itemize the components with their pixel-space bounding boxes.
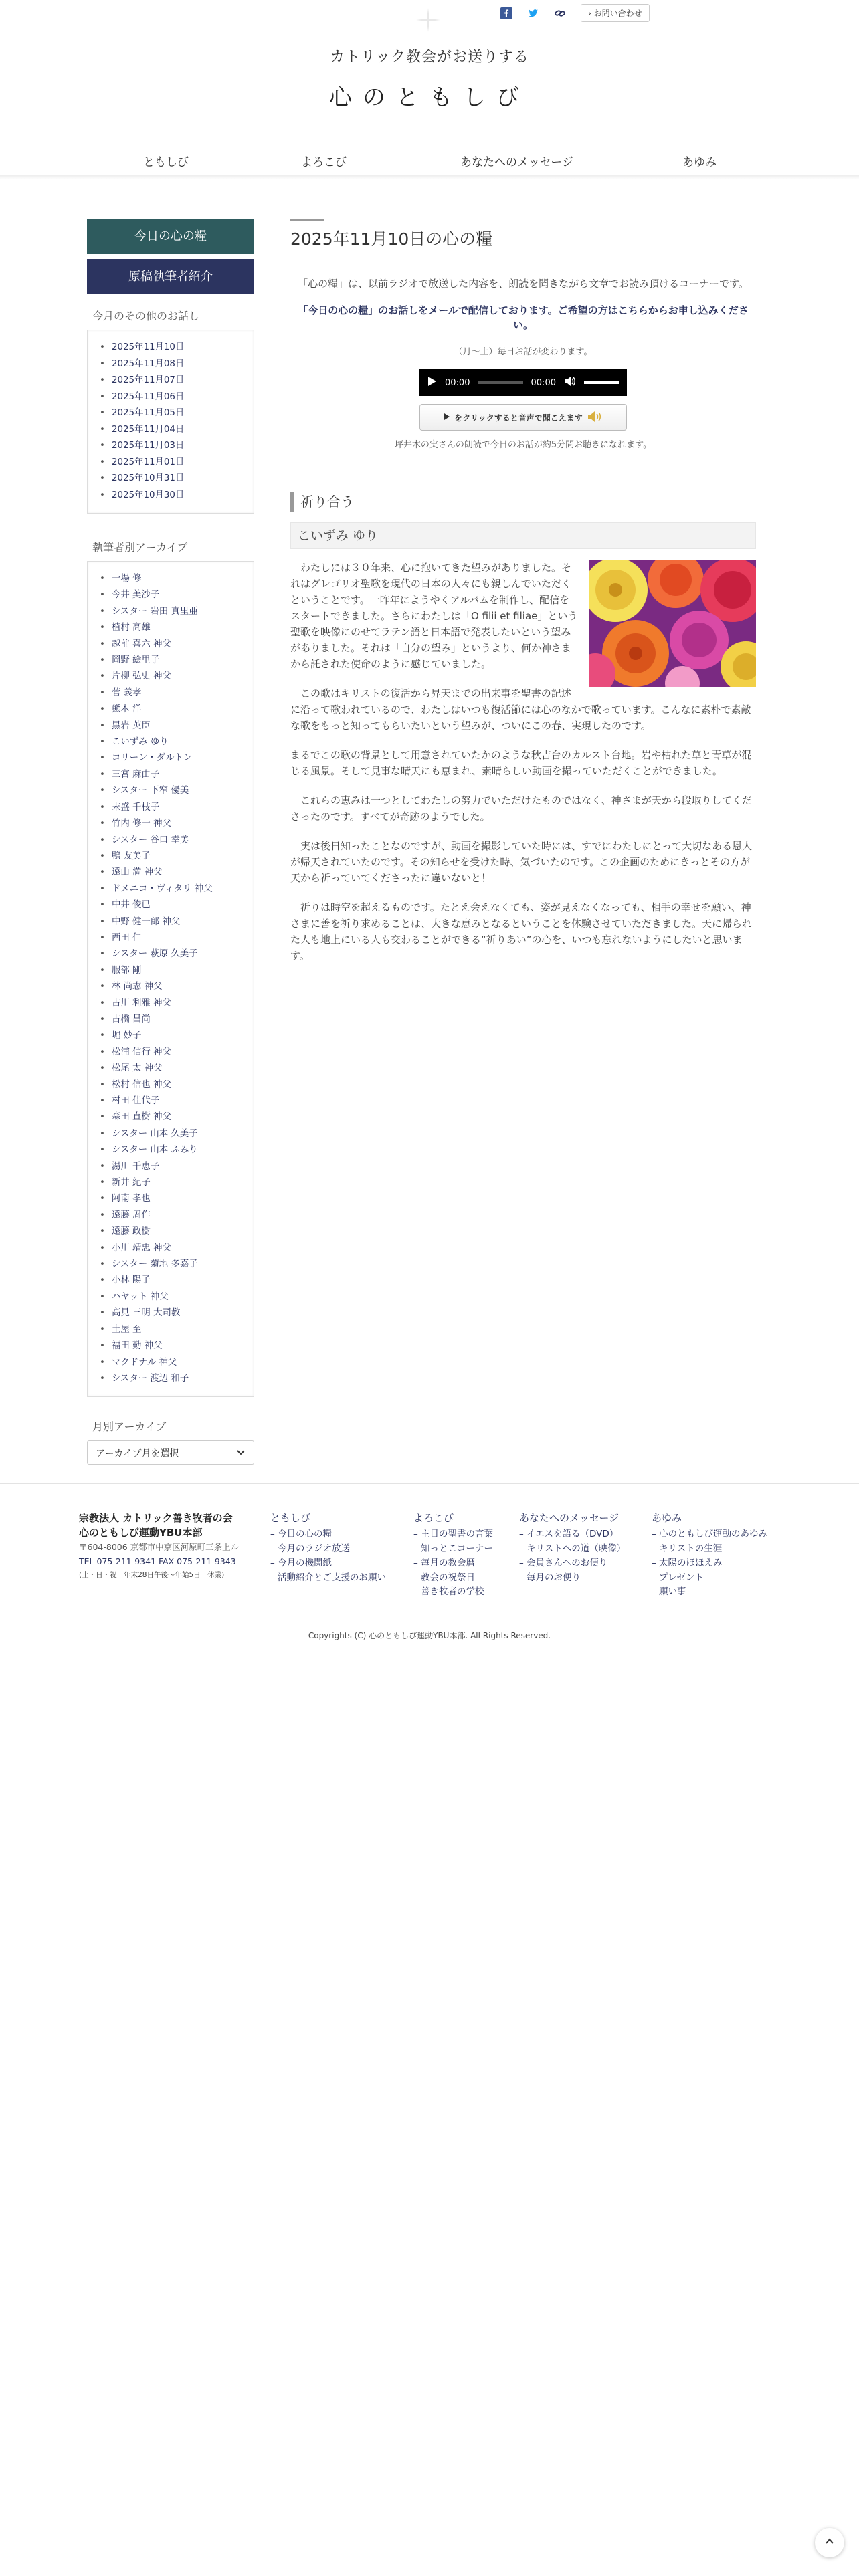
- author-link[interactable]: • こいずみ ゆり: [98, 734, 246, 750]
- site-tagline: カトリック教会がお送りする: [329, 49, 530, 66]
- footer-link[interactable]: [652, 1542, 767, 1557]
- link-icon[interactable]: [554, 7, 566, 19]
- footer-link-list: [413, 1527, 493, 1600]
- speaker-icon: [587, 411, 603, 425]
- author-link[interactable]: • マクドナル 神父: [98, 1355, 246, 1371]
- footer-link-label: 太陽のほほえみ: [659, 1558, 723, 1568]
- twitter-icon[interactable]: [527, 7, 539, 19]
- author-link[interactable]: • 三宮 麻由子: [98, 767, 246, 783]
- section-title: 祈り合う: [290, 492, 756, 512]
- author-link[interactable]: • 鴨 友美子: [98, 849, 246, 865]
- date-link[interactable]: • 2025年11月01日: [98, 455, 246, 471]
- author-list: [98, 571, 246, 1387]
- author-link[interactable]: • 林 尚志 神父: [98, 979, 246, 995]
- listen-button-label: をクリックすると音声で聞こえます: [454, 413, 583, 423]
- dash-marker: –: [519, 1558, 527, 1568]
- dash-marker: –: [652, 1558, 660, 1568]
- dash-marker: –: [652, 1586, 660, 1597]
- date-link[interactable]: • 2025年10月30日: [98, 488, 246, 504]
- author-list-box: [87, 561, 254, 1397]
- org-hours: (土・日・祝 年末28日午後〜年始5日 休業): [79, 1571, 225, 1579]
- footer-col-tomoshibi: [270, 1511, 386, 1585]
- footer-link[interactable]: [413, 1571, 493, 1586]
- author-link[interactable]: • 小川 靖忠 神父: [98, 1241, 246, 1257]
- footer-col-ayumi: [652, 1511, 767, 1600]
- author-link[interactable]: • 古橋 昌尚: [98, 1012, 246, 1028]
- footer-link[interactable]: [519, 1527, 626, 1542]
- dash-marker: –: [270, 1558, 278, 1568]
- author-link[interactable]: • 松尾 太 神父: [98, 1061, 246, 1077]
- player-duration: 00:00: [531, 377, 556, 388]
- chevron-down-icon: [236, 1447, 246, 1459]
- author-link[interactable]: • ドメニコ・ヴィタリ 神父: [98, 881, 246, 897]
- footer-link-label: 善き牧者の学校: [421, 1586, 484, 1597]
- date-link[interactable]: • 2025年11月05日: [98, 405, 246, 422]
- author-link[interactable]: • 堀 妙子: [98, 1028, 246, 1044]
- footer-link-label: イエスを語る（DVD）: [527, 1529, 619, 1539]
- author-link[interactable]: • 今井 美沙子: [98, 587, 246, 603]
- footer-link[interactable]: [652, 1585, 767, 1600]
- author-name: こいずみ ゆり: [290, 522, 756, 549]
- dash-marker: –: [519, 1572, 527, 1583]
- intro-text: 「心の糧」は、以前ラジオで放送した内容を、朗読を聞きながら文章でお読み頂けるコーナーです。: [298, 278, 749, 290]
- footer-org: [79, 1511, 239, 1582]
- footer-link[interactable]: [652, 1571, 767, 1586]
- star-decoration-icon: [415, 7, 442, 33]
- footer-col-title[interactable]: ともしび: [270, 1512, 311, 1524]
- dahlia-photo: [589, 560, 756, 687]
- copyright: Copyrights (C) 心のともしび運動YBU本部. All Rights Reserved.: [308, 1631, 551, 1640]
- footer: [0, 1483, 859, 1684]
- footer-link-label: 今月のラジオ放送: [278, 1543, 351, 1554]
- paragraph-4: これらの恵みは一つとしてわたしの努力でいただけたものではなく、神さまが天から段取りしてくださったのです。すべてが奇跡のようでした。: [290, 794, 752, 823]
- author-link[interactable]: • シスター 山本 久美子: [98, 1126, 246, 1142]
- dash-marker: –: [519, 1529, 527, 1539]
- date-link[interactable]: • 2025年11月06日: [98, 389, 246, 406]
- author-link[interactable]: • シスター 萩原 久美子: [98, 946, 246, 962]
- author-link[interactable]: • コリーン・ダルトン: [98, 750, 246, 766]
- writer-button[interactable]: 原稿執筆者紹介: [87, 259, 254, 294]
- footer-link-label: キリストの生涯: [659, 1543, 723, 1554]
- main-content: [290, 219, 756, 977]
- author-link[interactable]: • 湯川 千恵子: [98, 1159, 246, 1175]
- footer-link[interactable]: [270, 1527, 386, 1542]
- author-link[interactable]: • 中野 健一郎 神父: [98, 914, 246, 930]
- nav-message[interactable]: あなたへのメッセージ: [460, 156, 573, 169]
- footer-link-label: 今日の心の糧: [278, 1529, 332, 1539]
- mail-signup-link[interactable]: 「今日の心の糧」のお話しをメールで配信しております。ご希望の方はこちらからお申し込みください。: [298, 304, 749, 331]
- back-to-top-button[interactable]: [815, 2528, 844, 2557]
- author-link[interactable]: • 松浦 信行 神父: [98, 1045, 246, 1061]
- author-link[interactable]: • シスター 山本 ふみり: [98, 1142, 246, 1158]
- authors-heading: 執筆者別アーカイブ: [92, 541, 188, 554]
- author-link[interactable]: • 菅 義孝: [98, 685, 246, 702]
- footer-col-message: [519, 1511, 626, 1585]
- footer-link[interactable]: [270, 1571, 386, 1586]
- volume-icon[interactable]: [564, 376, 576, 389]
- footer-link-label: 心のともしび運動のあゆみ: [659, 1529, 768, 1539]
- author-link[interactable]: • 小林 陽子: [98, 1273, 246, 1289]
- author-link[interactable]: • シスター 谷口 幸美: [98, 833, 246, 849]
- today-button[interactable]: 今日の心の糧: [87, 219, 254, 254]
- footer-col-title[interactable]: よろこび: [413, 1512, 454, 1524]
- date-list-box: [87, 330, 254, 514]
- contact-label: お問い合わせ: [593, 9, 642, 18]
- dash-marker: –: [413, 1572, 421, 1583]
- author-link[interactable]: • 松村 信也 神父: [98, 1077, 246, 1093]
- player-seek-bar[interactable]: [478, 381, 522, 384]
- page-title: 2025年11月10日の心の糧: [290, 226, 756, 257]
- author-link[interactable]: • 福田 勤 神父: [98, 1338, 246, 1354]
- org-phone: TEL 075-211-9341 FAX 075-211-9343: [79, 1556, 236, 1566]
- org-branch: 心のともしび運動YBU本部: [79, 1527, 203, 1539]
- author-link[interactable]: • シスター 渡辺 和子: [98, 1371, 246, 1387]
- author-link[interactable]: • 越前 喜六 神父: [98, 637, 246, 653]
- author-link[interactable]: • 古川 利雅 神父: [98, 996, 246, 1012]
- monthly-archive-select[interactable]: [87, 1440, 254, 1465]
- author-link[interactable]: • 植村 高雄: [98, 620, 246, 636]
- footer-link[interactable]: [652, 1556, 767, 1571]
- footer-link-label: 活動紹介とご支援のお願い: [278, 1572, 387, 1583]
- other-stories-heading: 今月のその他のお話し: [92, 310, 200, 322]
- dash-marker: –: [652, 1529, 660, 1539]
- listen-audio-button[interactable]: [419, 404, 627, 431]
- dash-marker: –: [270, 1543, 278, 1554]
- chevron-up-icon: [824, 2536, 835, 2549]
- footer-link[interactable]: [519, 1542, 626, 1557]
- social-bar: [500, 4, 650, 22]
- author-link[interactable]: • 村田 佳代子: [98, 1093, 246, 1109]
- daily-note: （月～土）毎日お話が変わります。: [454, 347, 593, 357]
- author-link[interactable]: • 高見 三明 大司教: [98, 1305, 246, 1321]
- dash-marker: –: [652, 1543, 660, 1554]
- author-link[interactable]: • 土屋 至: [98, 1322, 246, 1338]
- author-link[interactable]: • 服部 剛: [98, 963, 246, 979]
- footer-link[interactable]: [519, 1556, 626, 1571]
- org-name: 宗教法人 カトリック善き牧者の会: [79, 1512, 233, 1524]
- author-link[interactable]: • 遠山 満 神父: [98, 865, 246, 881]
- author-link[interactable]: • 中井 俊已: [98, 897, 246, 914]
- author-link[interactable]: • ハヤット 神父: [98, 1289, 246, 1305]
- monthly-heading: 月別アーカイブ: [92, 1420, 167, 1434]
- footer-link-label: 教会の祝祭日: [421, 1572, 476, 1583]
- footer-link-label: 毎月の教会暦: [421, 1558, 476, 1568]
- facebook-icon[interactable]: [500, 7, 512, 19]
- article-body: [290, 560, 756, 964]
- author-link[interactable]: • シスター 岩田 真里亜: [98, 604, 246, 620]
- paragraph-1: わたしには３０年来、心に抱いてきた望みがありました。それはグレゴリオ聖歌を現代の日本の人々にも親しんでいただくということです。一昨年にようやくアルバムを制作し、配信をスタートできました。さらにわたしは「O filii et filiae」という聖歌を映像にのせてラテン語と日本語で発表したいという望みがありました。それは「自分の望み」というより、何か神さまから託された使命のように感じていました。: [290, 562, 578, 670]
- nav-divider: [0, 175, 859, 179]
- footer-col-yorokobi: [413, 1511, 493, 1600]
- author-link[interactable]: • 新井 紀子: [98, 1175, 246, 1191]
- paragraph-6: 祈りは時空を超えるものです。たとえ会えなくても、姿が見えなくなっても、相手の幸せを願い、神さまに善を祈り求めることは、大きな恵みとなるということを体験させていただきました。天に帰られた人も地上にいる人も交わることができる“祈りあい”の心を、いつも忘れないようにしたいと思います。: [290, 901, 753, 962]
- dash-marker: –: [413, 1586, 421, 1597]
- footer-link-list: [270, 1527, 386, 1585]
- main-nav: [0, 140, 859, 178]
- org-address: 〒604-8006 京都市中京区河原町三条上ル: [79, 1542, 240, 1552]
- footer-link[interactable]: [413, 1527, 493, 1542]
- paragraph-2: この歌はキリストの復活から昇天までの出来事を聖書の記述に沿って歌われているので、わたしはいつも復活節には心のなかで歌っています。こんなに素朴で素敵な歌をもっと知ってもらいたいという望みが、ついにこの春、実現したのです。: [290, 687, 751, 732]
- author-link[interactable]: • 一場 修: [98, 571, 246, 587]
- author-link[interactable]: • 黒岩 英臣: [98, 718, 246, 734]
- nav-yorokobi[interactable]: よろこび: [301, 156, 347, 169]
- volume-slider[interactable]: [584, 381, 619, 384]
- dash-marker: –: [519, 1543, 527, 1554]
- footer-col-title[interactable]: あなたへのメッセージ: [519, 1512, 619, 1524]
- footer-link-label: キリストへの道（映像）: [527, 1543, 626, 1554]
- footer-link[interactable]: [413, 1542, 493, 1557]
- footer-col-title[interactable]: あゆみ: [652, 1512, 682, 1524]
- dash-marker: –: [270, 1529, 278, 1539]
- author-link[interactable]: • 森田 直樹 神父: [98, 1109, 246, 1125]
- date-link[interactable]: • 2025年11月04日: [98, 422, 246, 439]
- paragraph-3: まるでこの歌の背景として用意されていたかのような秋吉台のカルスト台地。岩や枯れた草と青草が混じる風景。そして見事な晴天にも恵まれ、素晴らしい動画を撮っていただくことができました。: [290, 749, 752, 777]
- reader-note: 坪井木の実さんの朗読で今日のお話が約5分間お聴きになれます。: [394, 440, 652, 450]
- dash-marker: –: [270, 1572, 278, 1583]
- footer-link-label: 今月の機関紙: [278, 1558, 332, 1568]
- author-link[interactable]: • 竹内 修一 神父: [98, 816, 246, 832]
- monthly-select-value: アーカイブ月を選択: [96, 1448, 179, 1460]
- title-rule: [290, 219, 324, 221]
- author-link[interactable]: • 遠藤 周作: [98, 1208, 246, 1224]
- footer-link[interactable]: [652, 1527, 767, 1542]
- dash-marker: –: [413, 1543, 421, 1554]
- footer-link-label: 主日の聖書の言葉: [421, 1529, 494, 1539]
- nav-tomoshibi[interactable]: ともしび: [143, 156, 189, 169]
- footer-link[interactable]: [519, 1571, 626, 1586]
- author-link[interactable]: • 熊本 洋: [98, 702, 246, 718]
- dash-marker: –: [652, 1572, 660, 1583]
- date-link[interactable]: • 2025年11月07日: [98, 372, 246, 389]
- site-title[interactable]: 心のともしび: [329, 84, 530, 111]
- author-link[interactable]: • 遠藤 政樹: [98, 1224, 246, 1240]
- date-link[interactable]: • 2025年11月10日: [98, 340, 246, 356]
- footer-link-label: 願い事: [659, 1586, 686, 1597]
- footer-link-label: プレゼント: [659, 1572, 704, 1583]
- audio-player[interactable]: [419, 369, 627, 396]
- date-link[interactable]: • 2025年11月03日: [98, 438, 246, 455]
- dash-marker: –: [413, 1558, 421, 1568]
- author-link[interactable]: • 岡野 絵里子: [98, 653, 246, 669]
- date-link[interactable]: • 2025年10月31日: [98, 471, 246, 488]
- date-list: [98, 340, 246, 504]
- player-current-time: 00:00: [445, 377, 470, 388]
- nav-ayumi[interactable]: あゆみ: [682, 156, 717, 169]
- paragraph-5: 実は後日知ったことなのですが、動画を撮影していた時には、すでにわたしにとって大切なある恩人が帰天されていたのです。その知らせを受けた時、気づいたのです。この企画のためにきっとその方が天から祈っていてくださったに違いないと！: [290, 840, 753, 884]
- author-link[interactable]: • シスター 下窄 優美: [98, 783, 246, 799]
- footer-link-label: 会員さんへのお便り: [527, 1558, 608, 1568]
- chevron-right-icon: ›: [588, 9, 591, 18]
- author-link[interactable]: • シスター 菊地 多嘉子: [98, 1257, 246, 1273]
- sidebar: [87, 219, 254, 1465]
- footer-link[interactable]: [270, 1556, 386, 1571]
- date-link[interactable]: • 2025年11月08日: [98, 356, 246, 373]
- dash-marker: –: [413, 1529, 421, 1539]
- footer-link-list: [519, 1527, 626, 1585]
- footer-link-label: 毎月のお便り: [527, 1572, 581, 1583]
- play-icon[interactable]: [427, 376, 437, 389]
- contact-button[interactable]: [581, 4, 650, 22]
- author-link[interactable]: • 西田 仁: [98, 930, 246, 946]
- author-link[interactable]: • 阿南 孝也: [98, 1191, 246, 1207]
- author-link[interactable]: • 片柳 弘史 神父: [98, 669, 246, 685]
- author-link[interactable]: • 末盛 千枝子: [98, 800, 246, 816]
- footer-link[interactable]: [413, 1556, 493, 1571]
- footer-link-label: 知っとこコーナー: [421, 1543, 494, 1554]
- footer-link[interactable]: [270, 1542, 386, 1557]
- play-small-icon: [444, 413, 450, 423]
- footer-link[interactable]: [413, 1585, 493, 1600]
- footer-link-list: [652, 1527, 767, 1600]
